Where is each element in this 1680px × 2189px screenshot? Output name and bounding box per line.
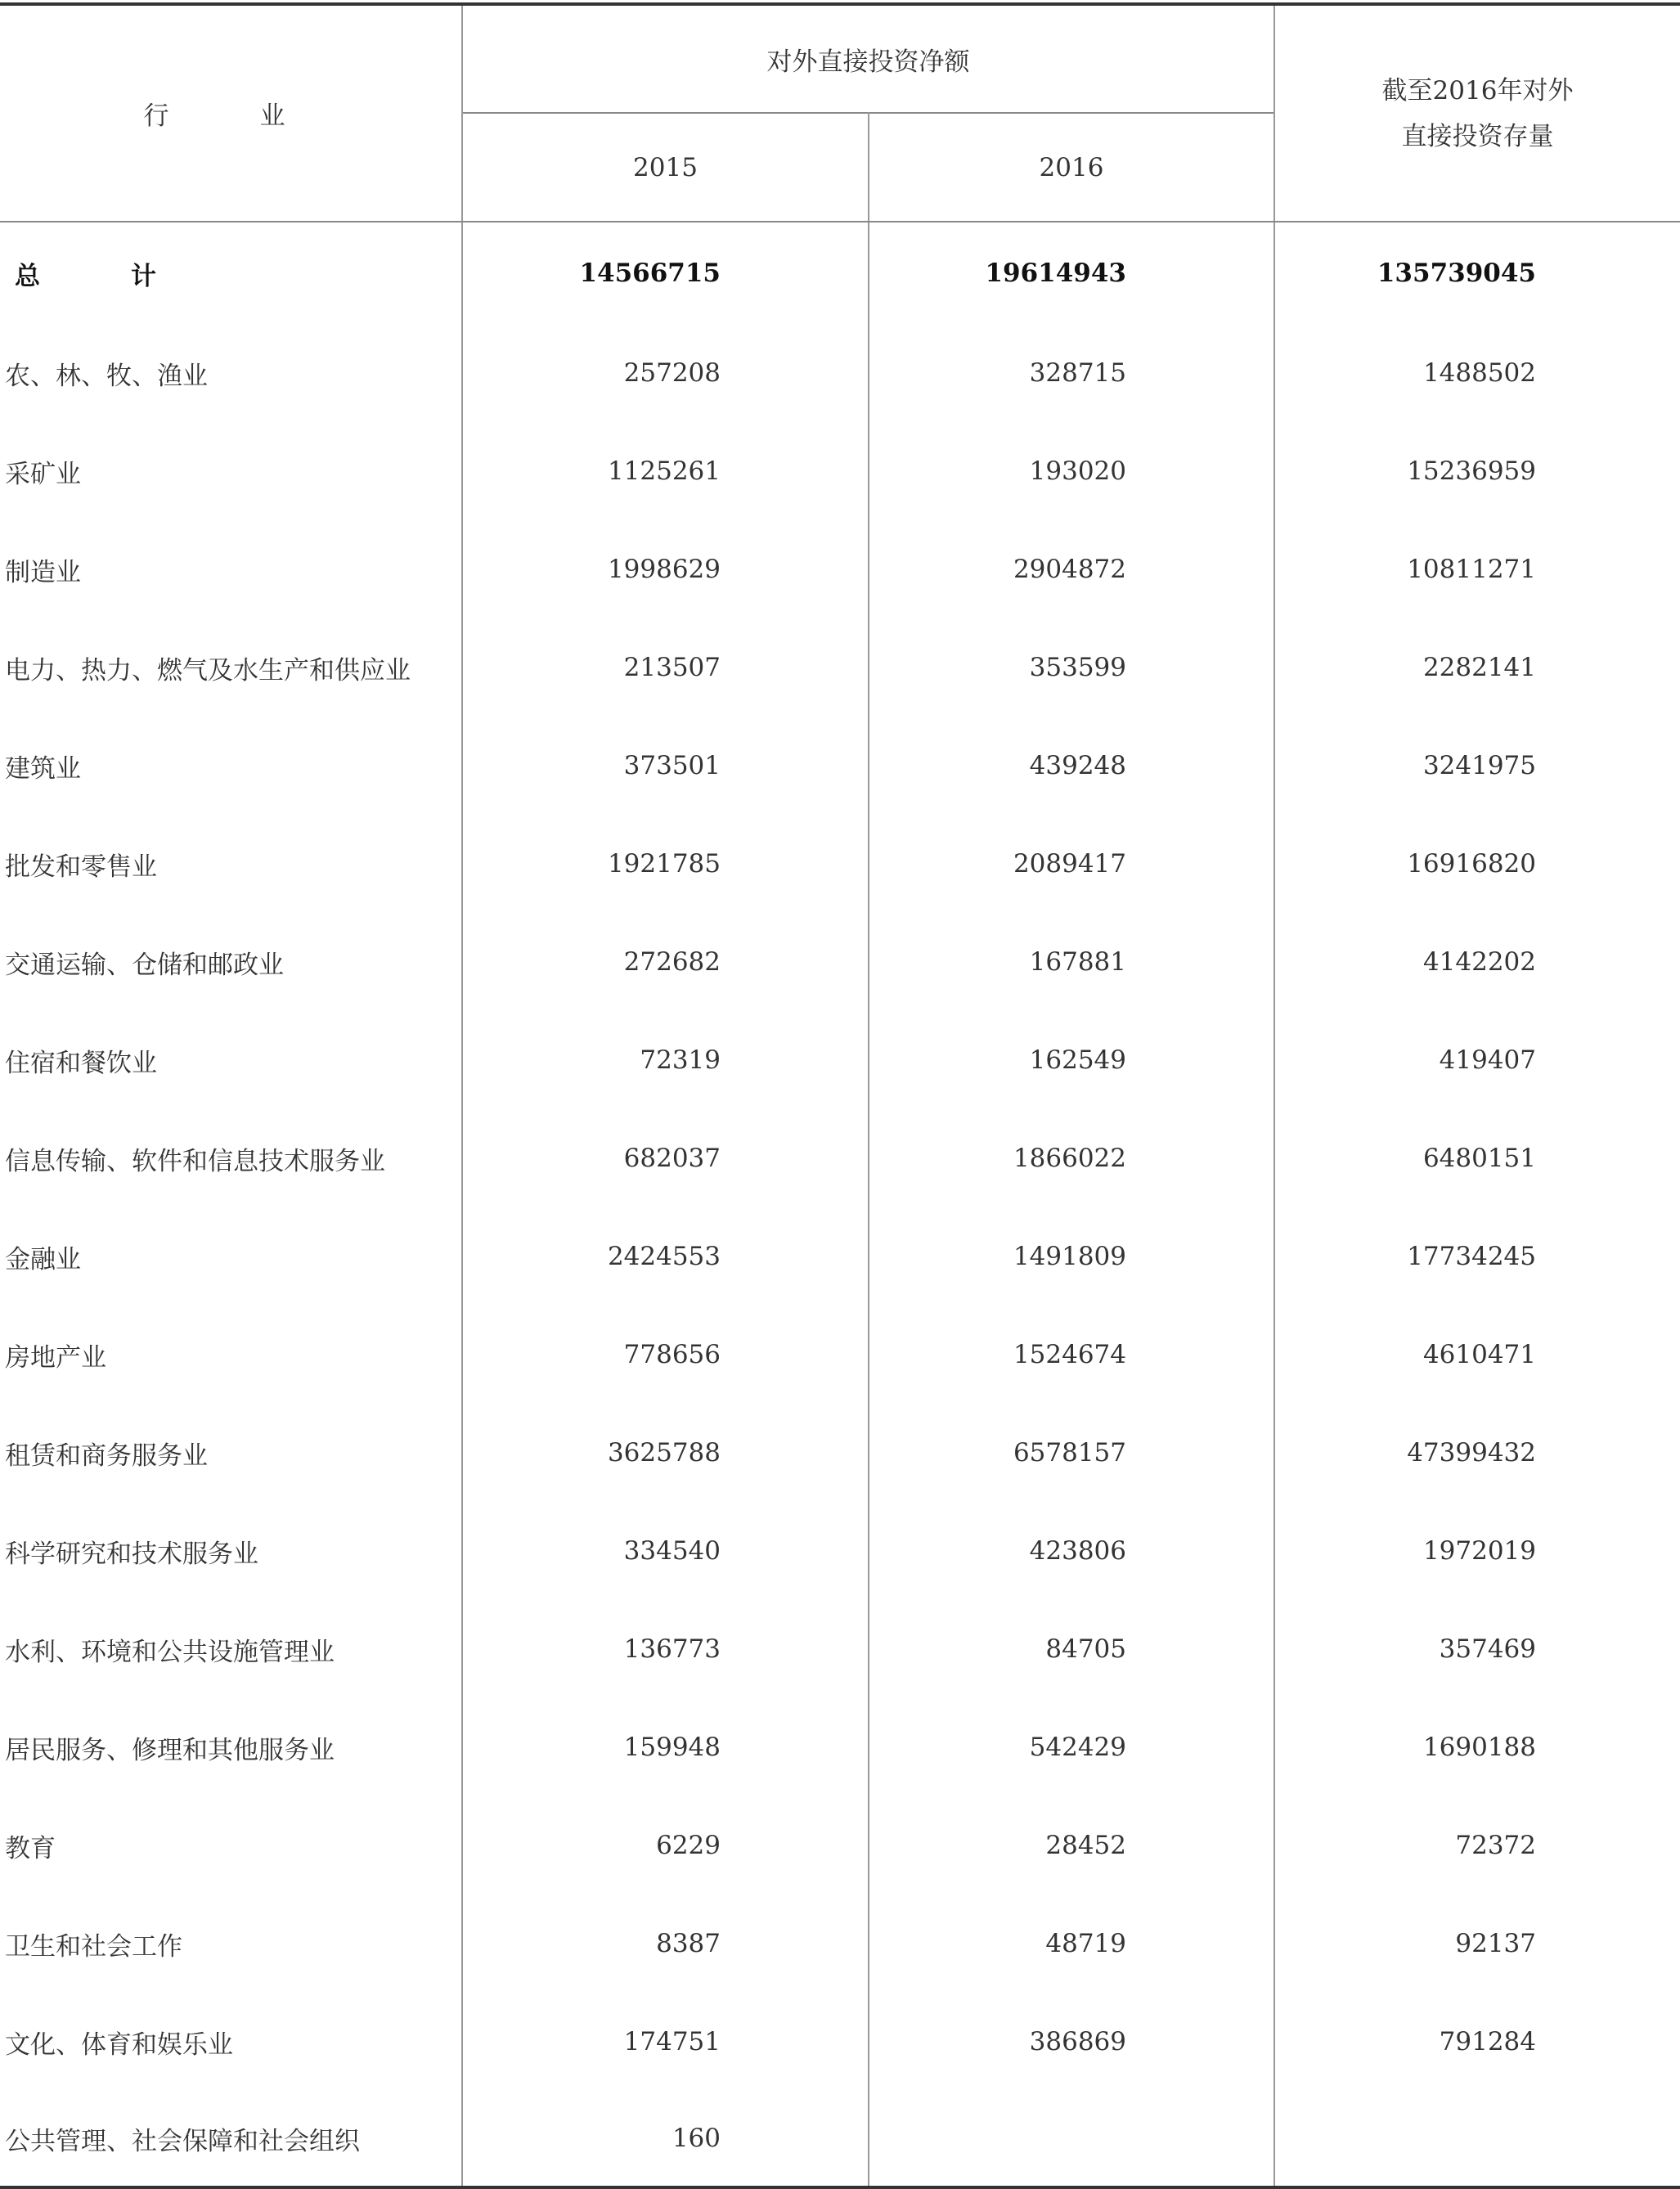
industry-name-cell: 居民服务、修理和其他服务业 [5, 1735, 335, 1765]
table-row [0, 717, 1680, 815]
table-row [0, 1404, 1680, 1502]
net-2015-cell: 334540 [462, 1502, 869, 1600]
stock-2016-cell: 4610471 [1274, 1306, 1680, 1404]
net-2016-cell: 162549 [869, 1011, 1274, 1109]
industry-name-cell: 交通运输、仓储和邮政业 [5, 950, 284, 980]
total-row [0, 222, 1680, 324]
net-2016-cell: 19614943 [869, 222, 1274, 324]
industry-column-header: 行 业 [0, 4, 462, 222]
net-2015-cell: 1921785 [462, 815, 869, 913]
industry-name-cell: 文化、体育和娱乐业 [5, 2029, 233, 2060]
table-row [0, 1207, 1680, 1306]
industry-name-cell: 公共管理、社会保障和社会组织 [0, 2091, 462, 2187]
table-row [0, 815, 1680, 913]
net-2016-cell [869, 2091, 1274, 2187]
net-2015-cell: 272682 [462, 913, 869, 1011]
industry-name-cell: 水利、环境和公共设施管理业 [5, 1637, 335, 1667]
table-row [0, 1502, 1680, 1600]
net-2015-cell: 2424553 [462, 1207, 869, 1306]
industry-name-cell: 金融业 [5, 1244, 81, 1274]
stock-2016-cell: 357469 [1274, 1600, 1680, 1698]
stock-2016-cell: 72372 [1274, 1796, 1680, 1895]
net-2016-cell: 353599 [869, 618, 1274, 717]
net-2015-cell: 213507 [462, 618, 869, 717]
table-row [0, 1011, 1680, 1109]
net-2015-cell: 160 [462, 2091, 869, 2187]
stock-header-line1: 截至2016年对外 [1381, 75, 1574, 106]
net-investment-group-header: 对外直接投资净额 [462, 4, 1274, 113]
stock-2016-cell: 16916820 [1274, 815, 1680, 913]
table-row [0, 422, 1680, 520]
industry-name-cell: 农、林、牧、渔业 [5, 361, 208, 391]
net-2015-cell: 72319 [462, 1011, 869, 1109]
net-2015-cell: 8387 [462, 1895, 869, 1993]
net-2016-cell: 423806 [869, 1502, 1274, 1600]
stock-header-line2: 直接投资存量 [1401, 121, 1554, 151]
net-2016-cell: 2089417 [869, 815, 1274, 913]
table-row [0, 1600, 1680, 1698]
year-2016-header: 2016 [869, 113, 1274, 222]
net-2016-cell: 167881 [869, 913, 1274, 1011]
stock-2016-cell: 1488502 [1274, 324, 1680, 422]
net-2015-cell: 14566715 [462, 222, 869, 324]
investment-table [0, 2, 1680, 2189]
stock-2016-cell: 17734245 [1274, 1207, 1680, 1306]
industry-name-cell: 电力、热力、燃气及水生产和供应业 [5, 655, 411, 685]
net-2016-cell: 193020 [869, 422, 1274, 520]
net-2016-cell: 84705 [869, 1600, 1274, 1698]
net-2015-cell: 1125261 [462, 422, 869, 520]
year-2015-header: 2015 [462, 113, 869, 222]
net-2015-cell: 159948 [462, 1698, 869, 1796]
table-body [0, 222, 1680, 2187]
industry-name-cell: 建筑业 [5, 753, 81, 784]
stock-2016-cell: 419407 [1274, 1011, 1680, 1109]
stock-2016-cell: 3241975 [1274, 717, 1680, 815]
industry-name-cell: 批发和零售业 [5, 852, 157, 882]
net-2016-cell: 542429 [869, 1698, 1274, 1796]
stock-2016-cell: 1972019 [1274, 1502, 1680, 1600]
net-2016-cell: 1866022 [869, 1109, 1274, 1207]
net-2015-cell: 682037 [462, 1109, 869, 1207]
net-2016-cell: 328715 [869, 324, 1274, 422]
net-2016-cell: 28452 [869, 1796, 1274, 1895]
stock-2016-cell: 1690188 [1274, 1698, 1680, 1796]
net-2015-cell: 136773 [462, 1600, 869, 1698]
net-2016-cell: 1524674 [869, 1306, 1274, 1404]
table-row [0, 1796, 1680, 1895]
industry-name-cell: 租赁和商务服务业 [5, 1441, 208, 1471]
table-row [0, 1993, 1680, 2091]
stock-2016-cell: 10811271 [1274, 520, 1680, 618]
investment-stock-header [1274, 4, 1680, 222]
net-2016-cell: 1491809 [869, 1207, 1274, 1306]
table-row [0, 1698, 1680, 1796]
industry-name-cell: 采矿业 [5, 459, 81, 489]
table-row [0, 1109, 1680, 1207]
net-2015-cell: 778656 [462, 1306, 869, 1404]
stock-2016-cell: 2282141 [1274, 618, 1680, 717]
table-row [0, 324, 1680, 422]
industry-name-cell: 住宿和餐饮业 [5, 1048, 157, 1078]
net-2015-cell: 373501 [462, 717, 869, 815]
net-2016-cell: 386869 [869, 1993, 1274, 2091]
industry-name-cell: 卫生和社会工作 [5, 1931, 182, 1962]
stock-2016-cell: 47399432 [1274, 1404, 1680, 1502]
table-row [0, 913, 1680, 1011]
stock-2016-cell: 791284 [1274, 1993, 1680, 2091]
net-2015-cell: 3625788 [462, 1404, 869, 1502]
net-2015-cell: 6229 [462, 1796, 869, 1895]
industry-name-cell: 信息传输、软件和信息技术服务业 [5, 1146, 385, 1176]
table-row [0, 1306, 1680, 1404]
stock-2016-cell: 6480151 [1274, 1109, 1680, 1207]
net-2015-cell: 257208 [462, 324, 869, 422]
table-row [0, 2091, 1680, 2187]
table-row [0, 520, 1680, 618]
net-2015-cell: 174751 [462, 1993, 869, 2091]
table-header [0, 4, 1680, 222]
industry-name-cell: 房地产业 [5, 1342, 106, 1373]
industry-name-cell: 科学研究和技术服务业 [5, 1539, 258, 1569]
net-2016-cell: 2904872 [869, 520, 1274, 618]
net-2016-cell: 48719 [869, 1895, 1274, 1993]
net-2016-cell: 439248 [869, 717, 1274, 815]
stock-2016-cell: 15236959 [1274, 422, 1680, 520]
stock-2016-cell: 92137 [1274, 1895, 1680, 1993]
stock-2016-cell: 4142202 [1274, 913, 1680, 1011]
stock-2016-cell [1274, 2091, 1680, 2187]
net-2015-cell: 1998629 [462, 520, 869, 618]
stock-2016-cell: 135739045 [1274, 222, 1680, 324]
industry-name-cell: 总 计 [15, 261, 189, 291]
table-row [0, 618, 1680, 717]
table-row [0, 1895, 1680, 1993]
industry-name-cell: 制造业 [5, 557, 81, 587]
industry-name-cell: 教育 [5, 1833, 56, 1863]
net-2016-cell: 6578157 [869, 1404, 1274, 1502]
